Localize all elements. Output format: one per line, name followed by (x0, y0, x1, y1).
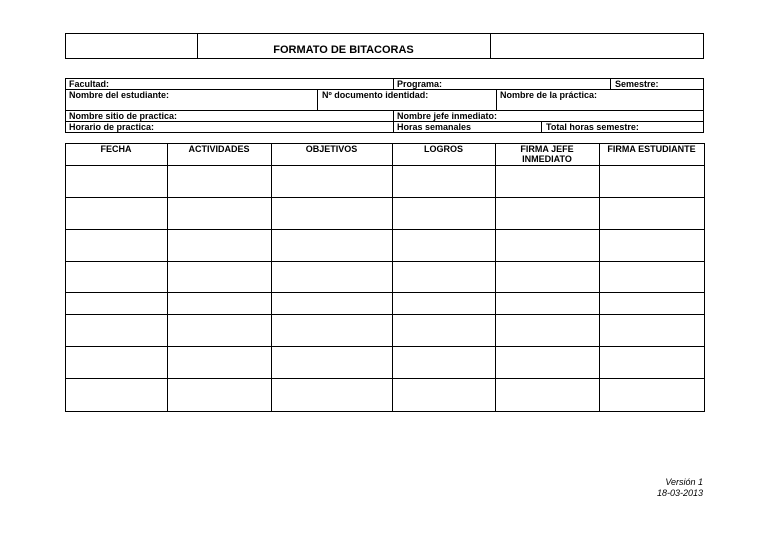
field-sitio-practica: Nombre sitio de practica: (69, 111, 178, 121)
header-divider (490, 33, 491, 59)
log-cell[interactable] (495, 261, 600, 293)
log-cell[interactable] (392, 378, 496, 412)
field-programa: Programa: (397, 79, 443, 89)
log-cell[interactable] (495, 314, 600, 347)
log-cell[interactable] (167, 378, 272, 412)
log-cell[interactable] (271, 314, 393, 347)
log-cell[interactable] (271, 346, 393, 379)
log-cell[interactable] (65, 314, 168, 347)
info-col-line (496, 89, 497, 110)
log-cell[interactable] (392, 346, 496, 379)
log-cell[interactable] (392, 261, 496, 293)
info-col-line (541, 121, 542, 133)
log-cell[interactable] (392, 314, 496, 347)
log-cell[interactable] (392, 229, 496, 262)
field-semestre: Semestre: (615, 79, 659, 89)
info-col-line (393, 110, 394, 133)
field-nombre-estudiante: Nombre del estudiante: (69, 90, 170, 100)
info-col-line (317, 89, 318, 110)
log-cell[interactable] (65, 346, 168, 379)
info-col-line (610, 78, 611, 89)
column-header: LOGROS (423, 144, 463, 154)
log-cell[interactable] (167, 346, 272, 379)
log-cell[interactable] (599, 165, 705, 198)
log-cell[interactable] (167, 261, 272, 293)
log-cell[interactable] (167, 197, 272, 230)
log-cell[interactable] (271, 378, 393, 412)
log-cell[interactable] (599, 346, 705, 379)
log-cell[interactable] (599, 261, 705, 293)
log-cell[interactable] (65, 197, 168, 230)
log-cell[interactable] (167, 229, 272, 262)
log-table (65, 143, 704, 411)
log-cell[interactable] (65, 292, 168, 315)
log-cell[interactable] (392, 165, 496, 198)
log-cell[interactable] (167, 292, 272, 315)
log-cell[interactable] (271, 229, 393, 262)
column-header: ACTIVIDADES (188, 144, 250, 154)
log-cell[interactable] (65, 229, 168, 262)
page-title: FORMATO DE BITACORAS (273, 44, 414, 56)
field-documento: Nº documento identidad: (322, 90, 429, 100)
log-cell[interactable] (599, 314, 705, 347)
log-cell[interactable] (271, 165, 393, 198)
column-header: FIRMA JEFE INMEDIATO (520, 144, 574, 164)
log-cell[interactable] (392, 197, 496, 230)
field-horas-semanales: Horas semanales (397, 122, 472, 132)
log-cell[interactable] (271, 261, 393, 293)
log-cell[interactable] (599, 292, 705, 315)
log-cell[interactable] (271, 197, 393, 230)
log-cell[interactable] (495, 165, 600, 198)
log-cell[interactable] (65, 261, 168, 293)
log-cell[interactable] (495, 292, 600, 315)
log-cell[interactable] (495, 378, 600, 412)
field-horario: Horario de practica: (69, 122, 155, 132)
log-cell[interactable] (495, 197, 600, 230)
log-cell[interactable] (599, 229, 705, 262)
log-cell[interactable] (65, 378, 168, 412)
log-cell[interactable] (167, 165, 272, 198)
column-header: FECHA (100, 144, 132, 154)
version-label: Versión 1 (665, 477, 703, 487)
field-facultad: Facultad: (69, 79, 110, 89)
field-total-horas: Total horas semestre: (546, 122, 639, 132)
log-cell[interactable] (167, 314, 272, 347)
column-header: OBJETIVOS (305, 144, 358, 154)
field-nombre-practica: Nombre de la práctica: (500, 90, 598, 100)
log-cell[interactable] (271, 292, 393, 315)
log-cell[interactable] (599, 197, 705, 230)
column-header: FIRMA ESTUDIANTE (607, 144, 696, 154)
log-cell[interactable] (495, 229, 600, 262)
field-jefe-inmediato: Nombre jefe inmediato: (397, 111, 498, 121)
log-cell[interactable] (599, 378, 705, 412)
log-cell[interactable] (495, 346, 600, 379)
log-cell[interactable] (392, 292, 496, 315)
info-col-line (393, 78, 394, 89)
version-date: 18-03-2013 (656, 488, 703, 498)
log-cell[interactable] (65, 165, 168, 198)
